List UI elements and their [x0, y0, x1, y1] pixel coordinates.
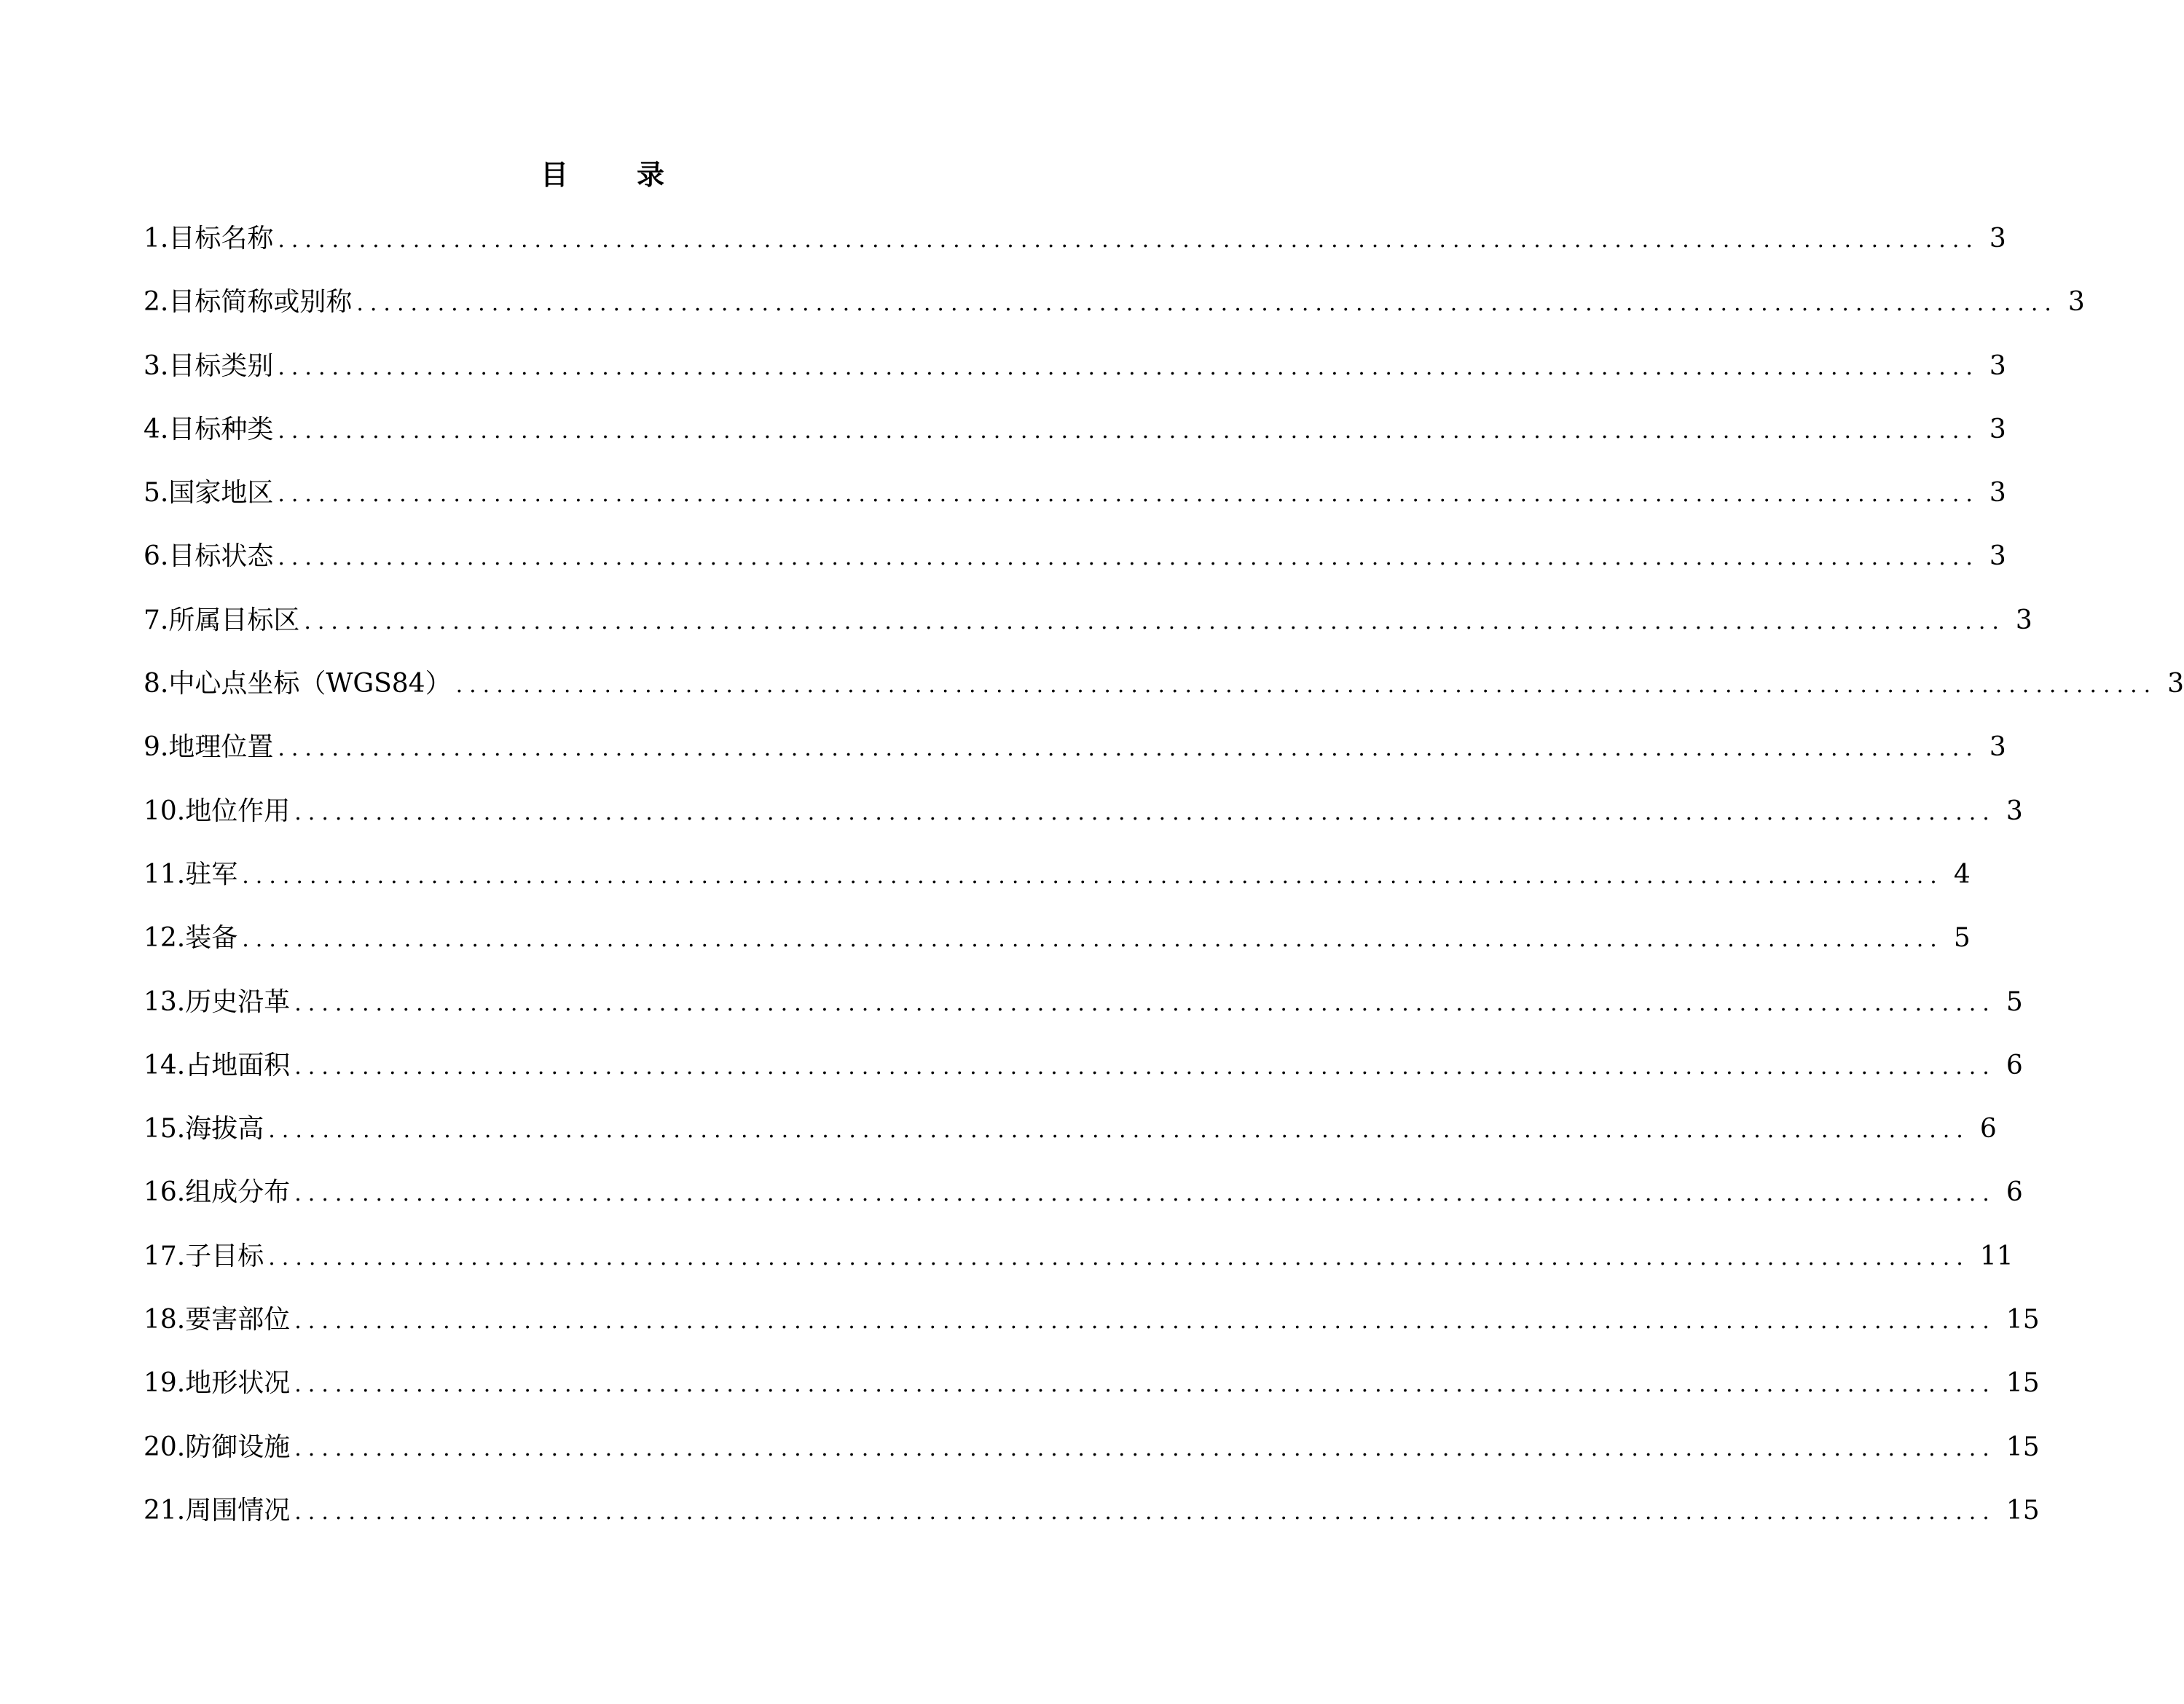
toc-entry[interactable] — [144, 1489, 2040, 1552]
toc-entry-label: 21.周围情况 — [144, 1495, 291, 1526]
toc-entry-page: 5 — [1953, 923, 1971, 954]
toc-entry-page: 5 — [2006, 986, 2023, 1017]
toc-entry-label: 17.子目标 — [144, 1241, 264, 1271]
toc-entry-page: 3 — [1989, 541, 2006, 572]
toc-entry[interactable] — [144, 599, 2032, 662]
toc-entry-label: 18.要害部位 — [144, 1305, 291, 1335]
toc-entry-page: 3 — [1989, 732, 2006, 763]
toc-entry-page: 15 — [2006, 1368, 2040, 1399]
toc-entry[interactable] — [144, 535, 2006, 598]
toc-entry[interactable] — [144, 1298, 2040, 1362]
toc-entry[interactable] — [144, 853, 1971, 916]
toc-entry[interactable] — [144, 1107, 1997, 1171]
toc-entry-label: 16.组成分布 — [144, 1177, 291, 1208]
toc-entry-label: 2.目标简称或别称 — [144, 287, 353, 318]
toc-entry-page: 3 — [1989, 350, 2006, 381]
toc-entry-page: 6 — [2006, 1050, 2023, 1080]
toc-entry-page: 6 — [1979, 1114, 1997, 1144]
toc-entry-page: 15 — [2006, 1495, 2040, 1526]
toc-leader-dots: .............................................................................................................................. — [294, 1372, 1996, 1398]
toc-entry-label: 12.装备 — [144, 923, 238, 954]
toc-entry-page: 6 — [2006, 1177, 2023, 1208]
toc-entry-label: 4.目标种类 — [144, 414, 274, 444]
toc-entry-page: 3 — [2067, 287, 2085, 318]
toc-entry[interactable] — [144, 1362, 2040, 1425]
toc-entry[interactable] — [144, 1171, 2023, 1234]
toc-entry-label: 11.驻军 — [144, 859, 238, 890]
toc-entry-page: 3 — [1989, 478, 2006, 509]
toc-entry-label: 13.历史沿革 — [144, 986, 291, 1017]
toc-leader-dots: .............................................................................................................................. — [294, 1053, 1996, 1080]
toc-entry-label: 1.目标名称 — [144, 224, 274, 254]
toc-entry-page: 3 — [2006, 796, 2023, 826]
toc-leader-dots: .............................................................................................................................. — [278, 417, 1979, 444]
toc-leader-dots: .............................................................................................................................. — [294, 1181, 1996, 1207]
toc-leader-dots: .............................................................................................................................. — [242, 863, 1944, 889]
toc-entry-label: 3.目标类别 — [144, 350, 274, 381]
toc-entry[interactable] — [144, 1426, 2040, 1489]
toc-leader-dots: .............................................................................................................................. — [294, 990, 1996, 1016]
toc-entry-page: 15 — [2006, 1432, 2040, 1462]
toc-entry-label: 19.地形状况 — [144, 1368, 291, 1399]
toc-entry-page: 15 — [2006, 1305, 2040, 1335]
toc-entry[interactable] — [144, 471, 2006, 535]
toc-entry[interactable] — [144, 1044, 2023, 1107]
toc-leader-dots: .............................................................................................................................. — [294, 799, 1996, 825]
toc-leader-dots: .............................................................................................................................. — [278, 736, 1979, 762]
toc-leader-dots: .............................................................................................................................. — [455, 672, 2158, 699]
toc-leader-dots: .............................................................................................................................. — [356, 291, 2058, 317]
toc-entry-page: 3 — [2167, 669, 2184, 699]
toc-entry[interactable] — [144, 1235, 2014, 1298]
toc-entry-page: 11 — [1979, 1241, 2014, 1271]
toc-leader-dots: .............................................................................................................................. — [278, 482, 1979, 508]
toc-entry-label: 8.中心点坐标（WGS84） — [144, 669, 452, 699]
toc-entry[interactable] — [144, 790, 2023, 853]
toc-leader-dots: .............................................................................................................................. — [278, 354, 1979, 380]
toc-list — [144, 217, 2184, 1552]
toc-leader-dots: .............................................................................................................................. — [304, 608, 2006, 635]
toc-entry[interactable] — [144, 280, 2085, 344]
toc-entry[interactable] — [144, 916, 1971, 980]
toc-entry-label: 15.海拔高 — [144, 1114, 264, 1144]
toc-entry-page: 3 — [2015, 605, 2032, 635]
toc-leader-dots: .............................................................................................................................. — [294, 1499, 1996, 1525]
toc-leader-dots: .............................................................................................................................. — [278, 545, 1979, 571]
toc-entry[interactable] — [144, 981, 2023, 1044]
toc-entry[interactable] — [144, 662, 2184, 726]
toc-entry-label: 9.地理位置 — [144, 732, 274, 763]
toc-entry[interactable] — [144, 408, 2006, 471]
toc-entry-label: 20.防御设施 — [144, 1432, 291, 1462]
toc-entry-label: 10.地位作用 — [144, 796, 291, 826]
toc-entry-label: 6.目标状态 — [144, 541, 274, 572]
toc-leader-dots: .............................................................................................................................. — [242, 927, 1944, 953]
toc-leader-dots: .............................................................................................................................. — [268, 1244, 1970, 1271]
toc-entry[interactable] — [144, 345, 2006, 408]
toc-entry[interactable] — [144, 726, 2006, 789]
toc-leader-dots: .............................................................................................................................. — [268, 1118, 1970, 1144]
toc-entry-page: 4 — [1953, 859, 1971, 890]
toc-entry-label: 5.国家地区 — [144, 478, 274, 509]
toc-entry-label: 14.占地面积 — [144, 1050, 291, 1080]
toc-entry-page: 3 — [1989, 224, 2006, 254]
toc-leader-dots: .............................................................................................................................. — [294, 1435, 1996, 1461]
toc-leader-dots: .............................................................................................................................. — [278, 227, 1979, 253]
toc-title: 目 录 — [540, 159, 685, 191]
toc-entry[interactable] — [144, 217, 2006, 280]
toc-entry-label: 7.所属目标区 — [144, 605, 300, 635]
toc-leader-dots: .............................................................................................................................. — [294, 1308, 1996, 1335]
toc-entry-page: 3 — [1989, 414, 2006, 444]
